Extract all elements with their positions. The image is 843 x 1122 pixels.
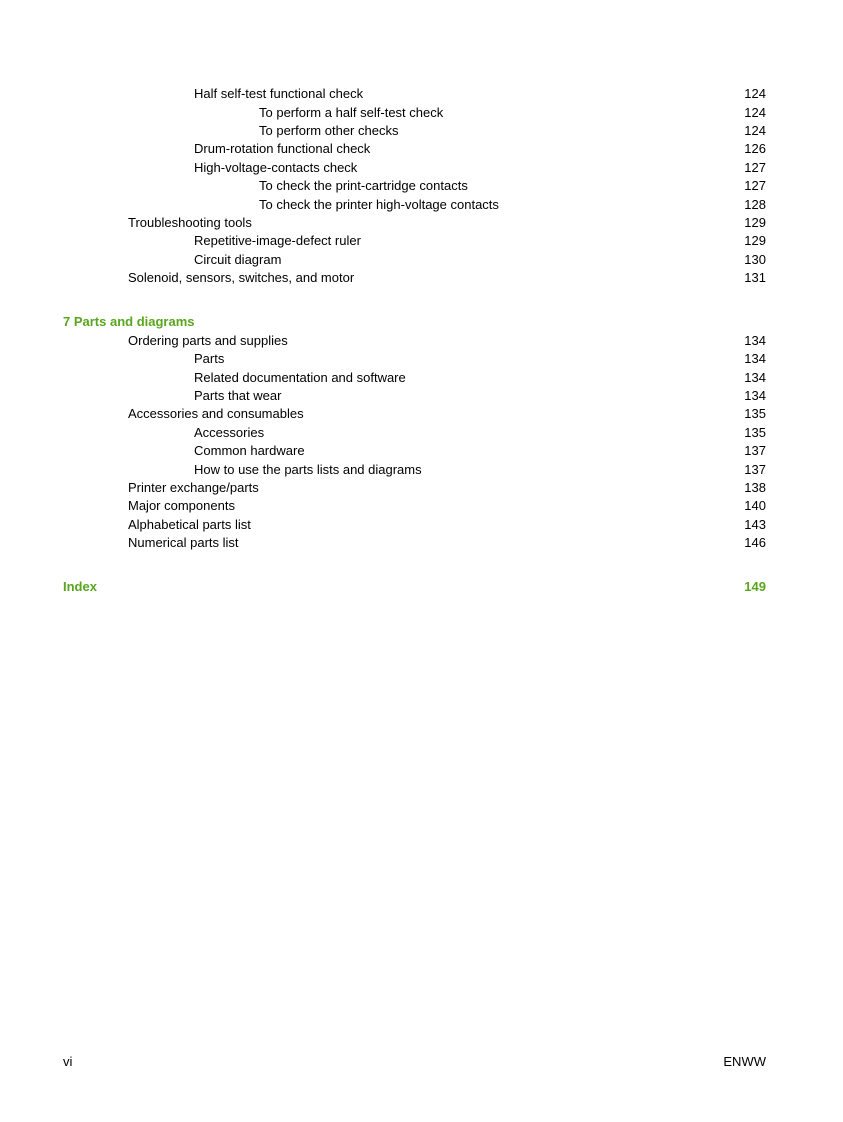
toc-entry-title: Printer exchange/parts (128, 480, 259, 495)
index-title: Index (63, 579, 97, 594)
toc-entry[interactable] (0, 350, 766, 368)
toc-entry[interactable] (0, 497, 766, 515)
toc-entry-page: 134 (744, 388, 766, 403)
toc-entry[interactable] (0, 251, 766, 269)
toc-entry-title: Drum-rotation functional check (194, 141, 371, 156)
toc-entry-title: High-voltage-contacts check (194, 160, 358, 175)
toc-entry-page: 131 (744, 270, 766, 285)
toc-entry[interactable] (0, 140, 766, 158)
toc-entry[interactable] (0, 177, 766, 195)
toc-entry-title: Repetitive-image-defect ruler (194, 233, 361, 248)
toc-entry[interactable] (0, 369, 766, 387)
toc-entry-page: 134 (744, 351, 766, 366)
toc-entry-page: 124 (744, 123, 766, 138)
toc-entry-page: 126 (744, 141, 766, 156)
toc-entry-page: 134 (744, 333, 766, 348)
toc-entry-page: 137 (744, 443, 766, 458)
toc-entry-page: 134 (744, 370, 766, 385)
footer-page-number: vi (63, 1054, 73, 1069)
toc-entry-title: Alphabetical parts list (128, 517, 251, 532)
toc-entry-page: 130 (744, 252, 766, 267)
toc-entry-title: Ordering parts and supplies (128, 333, 288, 348)
toc-entry-page: 124 (744, 86, 766, 101)
toc-entry[interactable] (0, 269, 766, 287)
toc-entry-title: Troubleshooting tools (128, 215, 252, 230)
toc-entry-page: 137 (744, 462, 766, 477)
toc-entry-title: Parts (194, 351, 225, 366)
toc-entry[interactable] (0, 104, 766, 122)
toc-entry-title: To check the print-cartridge contacts (259, 178, 468, 193)
toc-entry[interactable] (0, 332, 766, 350)
toc-entry-title: Common hardware (194, 443, 305, 458)
toc-entry[interactable] (0, 387, 766, 405)
toc-entry[interactable] (0, 214, 766, 232)
toc-entry-page: 135 (744, 406, 766, 421)
toc-entry-page: 129 (744, 215, 766, 230)
toc-entry-title: Related documentation and software (194, 370, 406, 385)
toc-entry-page: 146 (744, 535, 766, 550)
chapter-heading[interactable]: 7 Parts and diagrams (63, 314, 195, 329)
toc-entry-page: 143 (744, 517, 766, 532)
toc-entry-page: 124 (744, 105, 766, 120)
toc-entry-title: Parts that wear (194, 388, 282, 403)
toc-entry[interactable] (0, 405, 766, 423)
toc-entry-page: 140 (744, 498, 766, 513)
toc-entry-title: Solenoid, sensors, switches, and motor (128, 270, 355, 285)
toc-entry-page: 127 (744, 160, 766, 175)
toc-entry-title: Half self-test functional check (194, 86, 364, 101)
toc-entry-page: 128 (744, 197, 766, 212)
toc-entry[interactable] (0, 534, 766, 552)
toc-entry-title: Accessories and consumables (128, 406, 304, 421)
index-page: 149 (744, 579, 766, 594)
toc-entry-page: 138 (744, 480, 766, 495)
toc-entry[interactable] (0, 85, 766, 103)
toc-entry-title: Circuit diagram (194, 252, 282, 267)
toc-entry[interactable] (0, 442, 766, 460)
toc-entry-page: 129 (744, 233, 766, 248)
toc-entry-title: How to use the parts lists and diagrams (194, 462, 422, 477)
toc-entry[interactable] (0, 424, 766, 442)
toc-entry-title: Accessories (194, 425, 265, 440)
footer-doc-id: ENWW (723, 1054, 766, 1069)
toc-entry-title: To check the printer high-voltage contacts (259, 197, 499, 212)
toc-entry[interactable] (0, 516, 766, 534)
toc-entry-page: 135 (744, 425, 766, 440)
index-entry[interactable] (63, 578, 766, 596)
toc-entry[interactable] (0, 122, 766, 140)
toc-entry-page: 127 (744, 178, 766, 193)
toc-entry[interactable] (0, 479, 766, 497)
toc-entry-title: Major components (128, 498, 235, 513)
toc-entry[interactable] (0, 461, 766, 479)
toc-entry[interactable] (0, 159, 766, 177)
toc-entry[interactable] (0, 232, 766, 250)
toc-entry-title: To perform a half self-test check (259, 105, 444, 120)
toc-entry[interactable] (0, 196, 766, 214)
toc-entry-title: Numerical parts list (128, 535, 239, 550)
toc-entry-title: To perform other checks (259, 123, 399, 138)
